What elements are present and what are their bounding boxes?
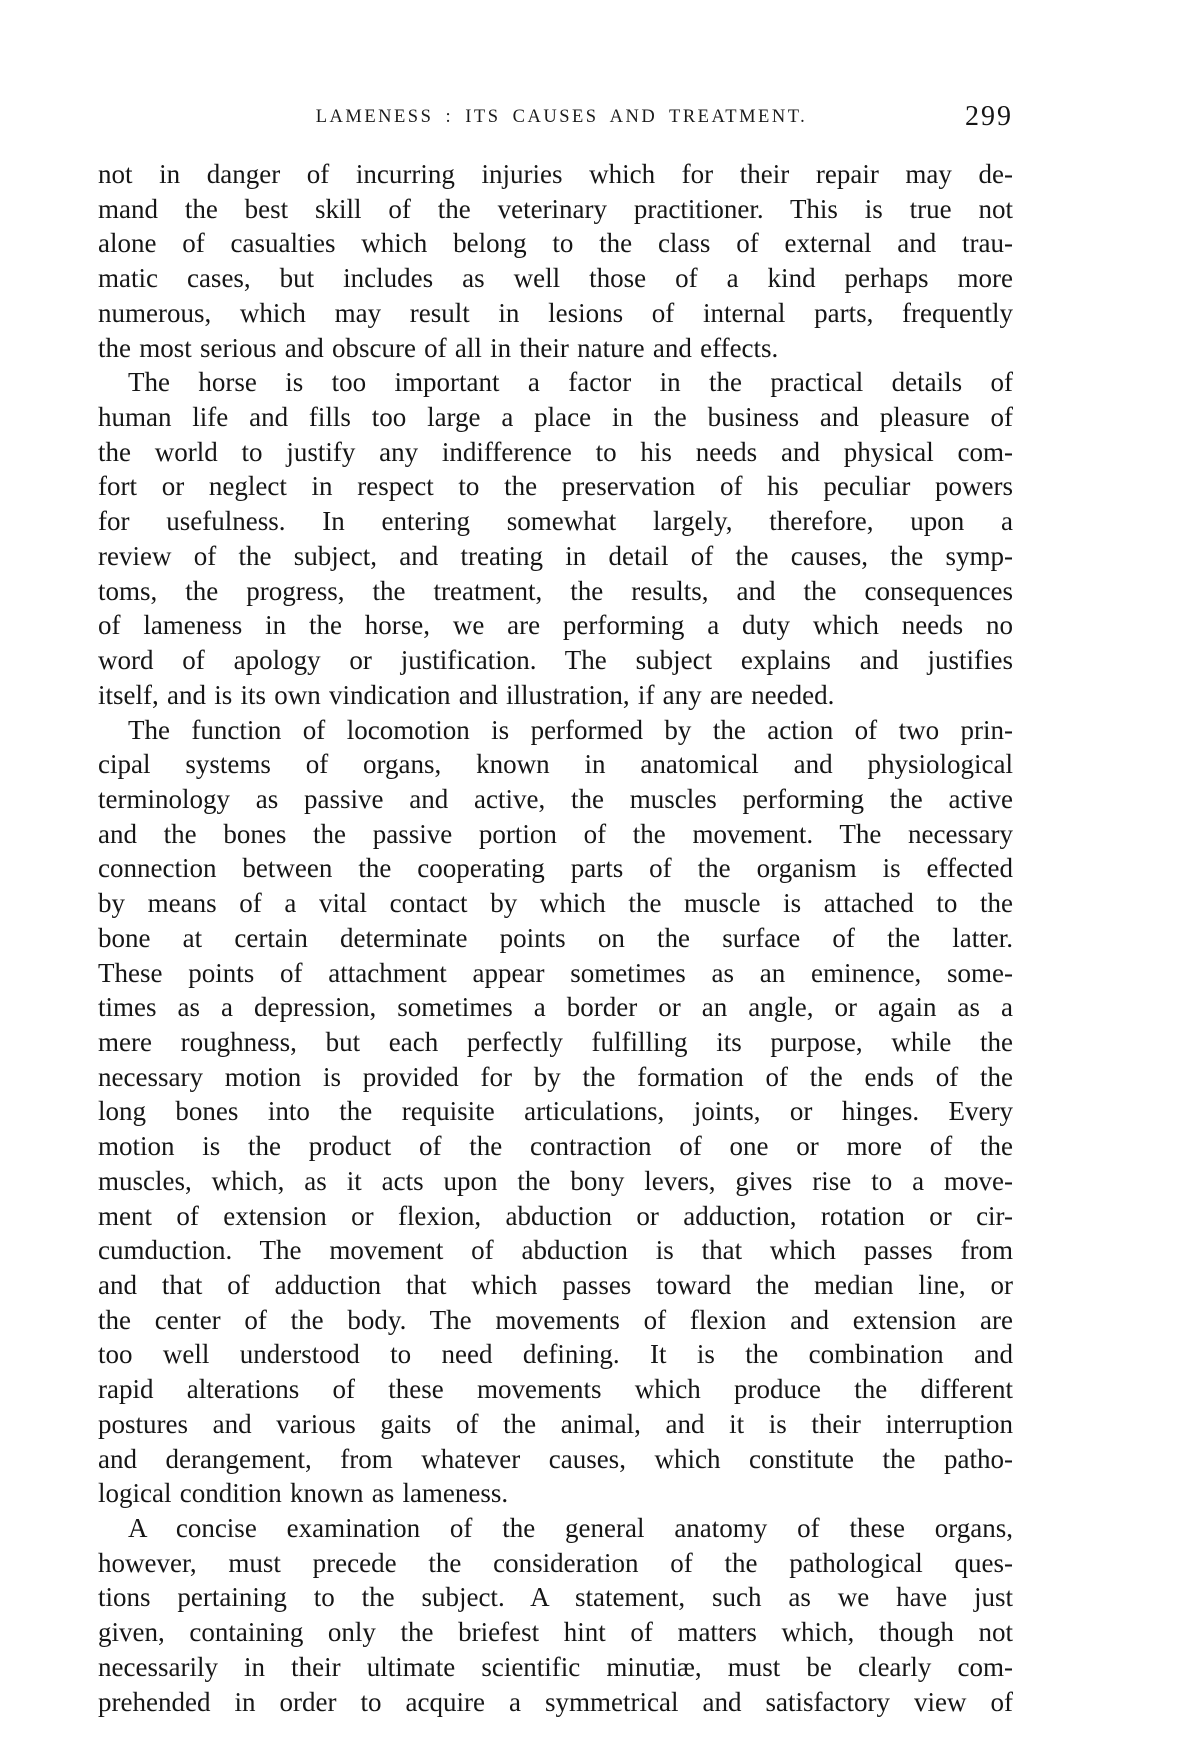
text-line: toms, the progress, the treatment, the results, and the consequences <box>98 575 1013 606</box>
text-line: muscles, which, as it acts upon the bony levers, gives rise to a move- <box>98 1165 1013 1196</box>
text-line: These points of attachment appear sometimes as an eminence, some- <box>98 957 1013 988</box>
text-line: itself, and is its own vindication and illustration, if any are needed. <box>98 679 835 710</box>
text-line: the center of the body. The movements of flexion and extension are <box>98 1304 1013 1335</box>
text-line: too well understood to need defining. It is the combination and <box>98 1339 1013 1370</box>
text-line: and that of adduction that which passes toward the median line, or <box>98 1270 1013 1300</box>
running-title: LAMENESS : ITS CAUSES AND TREATMENT. <box>315 107 808 127</box>
text-line: ment of extension or flexion, abduction or adduction, rotation or cir- <box>98 1200 1013 1231</box>
text-line: necessarily in their ultimate scientific minutiæ, must be clearly com- <box>98 1651 1013 1682</box>
page-body <box>98 157 1013 1719</box>
text-line: the world to justify any indifference to his needs and physical com- <box>98 436 1013 467</box>
text-line: review of the subject, and treating in detail of the causes, the symp- <box>98 540 1013 571</box>
text-line: human life and fills too large a place in the business and pleasure of <box>98 402 1013 433</box>
text-line: long bones into the requisite articulations, joints, or hinges. Every <box>98 1096 1013 1127</box>
text-line: tions pertaining to the subject. A statement, such as we have just <box>98 1582 1013 1613</box>
text-line: numerous, which may result in lesions of internal parts, frequently <box>98 297 1013 328</box>
text-line: necessary motion is provided for by the formation of the ends of the <box>98 1061 1013 1092</box>
text-line: logical condition known as lameness. <box>98 1478 509 1509</box>
text-line: by means of a vital contact by which the muscle is attached to the <box>98 888 1013 919</box>
text-line: times as a depression, sometimes a border or an angle, or again as a <box>98 992 1013 1023</box>
text-line: rapid alterations of these movements which produce the different <box>98 1374 1013 1405</box>
text-line: postures and various gaits of the animal, and it is their interruption <box>98 1408 1013 1439</box>
text-line: fort or neglect in respect to the preservation of his peculiar powers <box>98 471 1013 502</box>
text-line: motion is the product of the contraction of one or more of the <box>98 1131 1013 1162</box>
text-line: however, must precede the consideration of the pathological ques- <box>98 1547 1013 1578</box>
text-line: for usefulness. In entering somewhat largely, therefore, upon a <box>98 506 1013 537</box>
text-line: and the bones the passive portion of the movement. The necessary <box>98 818 1013 849</box>
text-line: alone of casualties which belong to the class of external and trau- <box>98 228 1013 259</box>
text-line: cipal systems of organs, known in anatomical and physiological <box>98 749 1013 780</box>
page-number: 299 <box>965 101 1013 132</box>
text-line: word of apology or justification. The subject explains and justifies <box>98 645 1013 676</box>
text-line: cumduction. The movement of abduction is that which passes from <box>98 1235 1013 1266</box>
text-line: bone at certain determinate points on the surface of the latter. <box>98 922 1013 953</box>
text-line: The horse is too important a factor in the practical details of <box>128 367 1013 398</box>
page-header <box>98 101 1013 137</box>
text-line: not in danger of incurring injuries which for their repair may de- <box>98 159 1013 189</box>
text-line: mand the best skill of the veterinary practitioner. This is true not <box>98 193 1013 224</box>
text-line: of lameness in the horse, we are performing a duty which needs no <box>98 610 1013 641</box>
text-line: prehended in order to acquire a symmetrical and satisfactory view of <box>98 1686 1013 1717</box>
text-line: A concise examination of the general anatomy of these organs, <box>128 1513 1013 1544</box>
text-line: the most serious and obscure of all in their nature and effects. <box>98 332 779 363</box>
text-line: matic cases, but includes as well those of a kind perhaps more <box>98 263 1013 294</box>
text-line: terminology as passive and active, the muscles performing the active <box>98 783 1013 814</box>
text-line: mere roughness, but each perfectly fulfilling its purpose, while the <box>98 1026 1013 1057</box>
text-line: The function of locomotion is performed by the action of two prin- <box>128 714 1013 745</box>
text-line: and derangement, from whatever causes, which constitute the patho- <box>98 1443 1013 1474</box>
text-line: connection between the cooperating parts of the organism is effected <box>98 853 1013 884</box>
text-line: given, containing only the briefest hint of matters which, though not <box>98 1617 1013 1648</box>
